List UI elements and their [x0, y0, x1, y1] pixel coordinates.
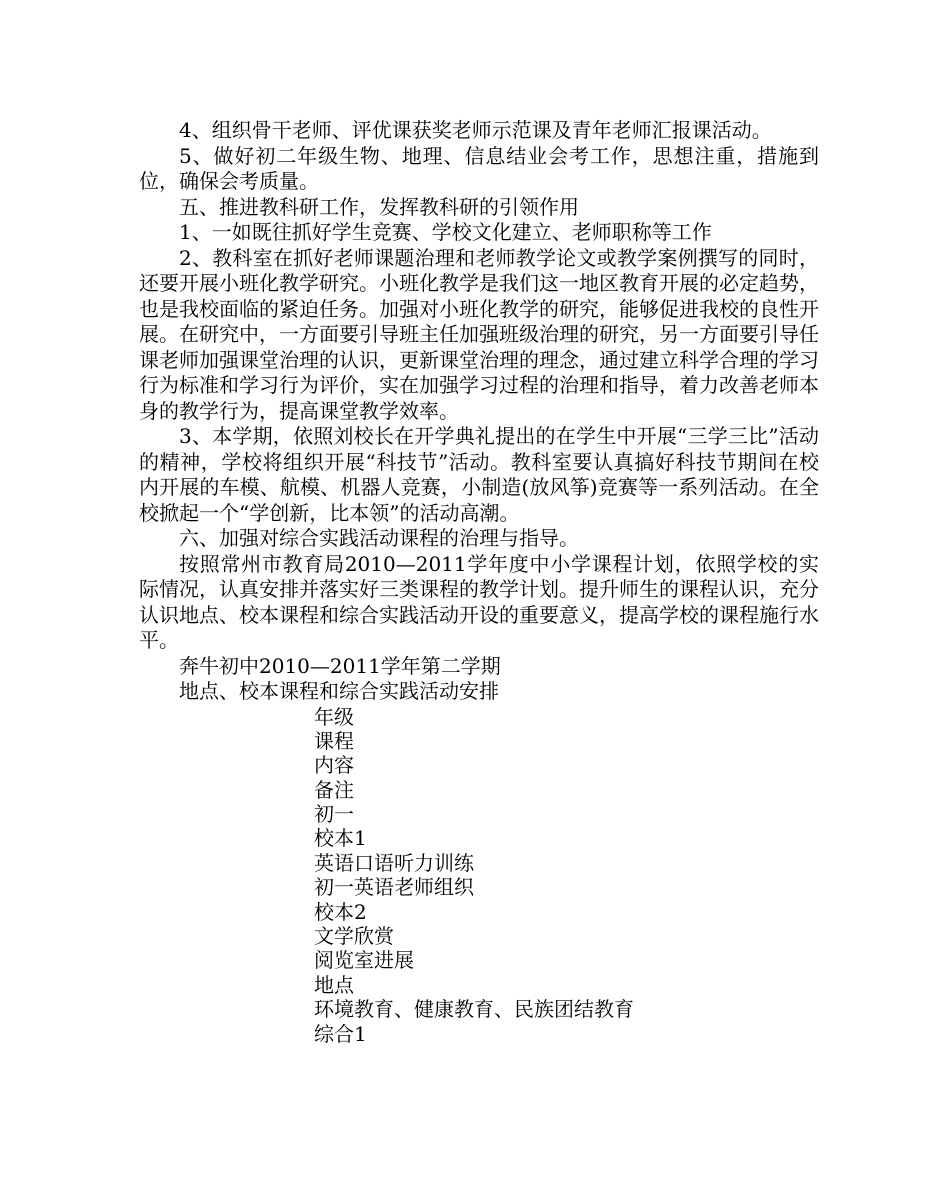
table-header-grade: 年级 — [314, 704, 354, 729]
paragraph-item-4: 4、组织骨干老师、评优课获奖老师示范课及青年老师汇报课活动。 — [179, 118, 772, 142]
paragraph-item-2: 2、教科室在抓好老师课题治理和老师教学论文或教学案例撰写的同时，还要开展小班化教学研究。小班化教学是我们这一地区教育开展的必定趋势，也是我校面临的紧迫任务。加强对小班化教学的研究，能够促进我校的良性开展。在研究中，一方面要引导班主任加强班级治理的研究，另一方面要引导任课老师加强课堂治理的认识，更新课堂治理的理念，通过建立科学合理的学习行为标准和学习行为评价，实在加强学习过程的治理和指导，着力改善老师本身的教学行为，提高课堂教学效率。 — [139, 245, 819, 423]
schedule-title: 奔牛初中2010—2011学年第二学期 — [179, 653, 501, 678]
paragraph-item-1: 1、一如既往抓好学生竞赛、学校文化建立、老师职称等工作 — [179, 220, 712, 244]
table-cell: 阅览室进展 — [314, 948, 414, 973]
table-cell: 综合1 — [314, 1021, 367, 1046]
table-cell: 文学欣赏 — [314, 924, 394, 949]
table-cell: 英语口语听力训练 — [314, 850, 474, 875]
paragraph-item-5: 5、做好初二年级生物、地理、信息结业会考工作，思想注重，措施到位，确保会考质量。 — [139, 143, 819, 193]
table-cell: 环境教育、健康教育、民族团结教育 — [314, 997, 634, 1022]
section-heading-6: 六、加强对综合实践活动课程的治理与指导。 — [179, 526, 579, 550]
table-header-notes: 备注 — [314, 777, 354, 802]
section-heading-5: 五、推进教科研工作，发挥教科研的引领作用 — [179, 194, 579, 219]
document-body — [139, 118, 819, 1046]
table-cell: 校本1 — [314, 826, 367, 851]
schedule-subtitle: 地点、校本课程和综合实践活动安排 — [179, 679, 499, 703]
table-cell: 校本2 — [314, 899, 367, 924]
table-cell: 初一 — [314, 802, 354, 827]
curriculum-paragraph: 按照常州市教育局2010—2011学年度中小学课程计划，依照学校的实际情况，认真安排并落实好三类课程的教学计划。提升师生的课程认识，充分认识地点、校本课程和综合实践活动开设的重要意义，提高学校的课程施行水平。 — [139, 551, 819, 652]
table-header-content: 内容 — [314, 753, 354, 778]
paragraph-item-3: 3、本学期，依照刘校长在开学典礼提出的在学生中开展“三学三比”活动的精神，学校将组织开展“科技节”活动。教科室要认真搞好科技节期间在校内开展的车模、航模、机器人竞赛，小制造(放风筝)竞赛等一系列活动。在全校掀起一个“学创新，比本领”的活动高潮。 — [139, 424, 819, 525]
table-cell: 初一英语老师组织 — [314, 875, 474, 900]
schedule-table-cells — [139, 705, 819, 1046]
table-cell: 地点 — [314, 972, 354, 997]
table-header-course: 课程 — [314, 728, 354, 753]
